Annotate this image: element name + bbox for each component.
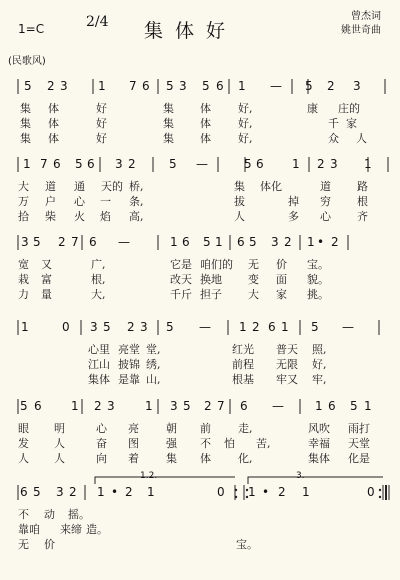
note: — [199, 320, 211, 334]
lyric: 庄的 [338, 102, 360, 115]
note: 1 [71, 399, 79, 413]
lyric: 人 [234, 210, 245, 223]
lyric: 体化 [260, 180, 282, 193]
lyric: 心 [74, 195, 85, 208]
note: 7 [40, 157, 48, 171]
time-signature: 2/4 [86, 14, 109, 30]
lyric: 拔 [234, 195, 245, 208]
style-marking: (民歌风) [8, 56, 46, 67]
note: 2 [58, 235, 66, 249]
note: • [317, 235, 325, 249]
note: 2 [327, 79, 335, 93]
note: 3 [56, 485, 64, 499]
lyric: 人 [54, 437, 65, 450]
note: 5 [169, 157, 177, 171]
note: 3 [170, 399, 178, 413]
lyric: 心 [96, 422, 107, 435]
lyric: 绣, [146, 358, 161, 371]
note: 1 [98, 79, 106, 93]
lyric: 好, [238, 132, 253, 145]
lyric: 化是 [348, 452, 370, 465]
note: 2 [125, 485, 133, 499]
note: 3 [115, 157, 123, 171]
note: 5 [202, 79, 210, 93]
note: 5 [75, 157, 83, 171]
note: • [111, 485, 119, 499]
note: 6 [20, 485, 28, 499]
lyric: 集 [163, 117, 174, 130]
lyric: 通 [74, 180, 85, 193]
lyric: 康 [307, 102, 318, 115]
lyric: 集体 [308, 452, 330, 465]
lyric: 集 [234, 180, 245, 193]
lyric: 人 [54, 452, 65, 465]
note: • [262, 485, 270, 499]
lyric: 路 [357, 180, 368, 193]
lyric: 担子 [200, 288, 222, 301]
note: 5 [244, 157, 252, 171]
lyric: 体 [200, 102, 211, 115]
volta-1-2-label: 1.2. [140, 471, 158, 481]
lyric: 人 [356, 132, 367, 145]
volta-3-label: 3. [296, 471, 305, 481]
lyric: 奋 [96, 437, 107, 450]
note: 6 [34, 399, 42, 413]
note: 1 [292, 157, 300, 171]
note: 6 [216, 79, 224, 93]
lyric: 心里 [88, 343, 110, 356]
note: 5 [33, 235, 41, 249]
note: 2 [69, 485, 77, 499]
lyric: 桥, [129, 180, 144, 193]
repeat-dot [379, 489, 381, 491]
lyric: 体 [48, 132, 59, 145]
lyric: 怕 [224, 437, 235, 450]
song-title: 集体好 [144, 20, 238, 42]
lyric: 披锦 [118, 358, 140, 371]
lyric: 户 [45, 195, 56, 208]
note: 3 [330, 157, 338, 171]
note: 1 [239, 320, 247, 334]
lyric: 好, [238, 102, 253, 115]
note: 6 [142, 79, 150, 93]
lyric: 宽 [18, 258, 29, 271]
lyric: 堂, [146, 343, 161, 356]
note: 7 [71, 235, 79, 249]
lyric: 貌。 [307, 273, 329, 286]
lyric: 发 [18, 437, 29, 450]
note: 2 [94, 399, 102, 413]
lyric: 雨打 [348, 422, 370, 435]
repeat-dot [246, 489, 248, 491]
note: 1 [315, 399, 323, 413]
lyric: 道 [320, 180, 331, 193]
lyric: 红光 [232, 343, 254, 356]
note: 5 [311, 320, 319, 334]
note: 7 [129, 79, 137, 93]
lyric: 好 [96, 132, 107, 145]
lyric: 道 [45, 180, 56, 193]
lyric: 亮堂 [118, 343, 140, 356]
note: 2 [47, 79, 55, 93]
lyric: 万 [18, 195, 29, 208]
lyric: 无 [18, 538, 29, 551]
lyric: 根 [357, 195, 368, 208]
note: 1 [145, 399, 153, 413]
lyric: 好 [96, 102, 107, 115]
note: 5 [33, 485, 41, 499]
note: 2 [278, 485, 286, 499]
note: 2 [317, 157, 325, 171]
lyric: 穷 [320, 195, 331, 208]
note: 2 [331, 235, 339, 249]
note: 1 [248, 485, 256, 499]
note: 1 [307, 235, 315, 249]
lyric: 天的 [101, 180, 123, 193]
lyric: 明 [54, 422, 65, 435]
note: 1 [364, 157, 372, 171]
lyric: 苦, [256, 437, 271, 450]
lyric: 集 [166, 452, 177, 465]
lyric: 栽 [18, 273, 29, 286]
lyric: 集 [20, 102, 31, 115]
lyric: 山, [146, 373, 161, 386]
note: 1 [23, 157, 31, 171]
lyric: 富 [41, 273, 52, 286]
lyric: 来缔 [60, 523, 82, 536]
lyric: 体 [200, 452, 211, 465]
lyric: 造。 [86, 523, 108, 536]
lyric: 江山 [88, 358, 110, 371]
lyricist-credit: 曾杰词 [351, 11, 381, 22]
note: 3 [140, 320, 148, 334]
lyric: 集 [20, 132, 31, 145]
lyric: 着 [128, 452, 139, 465]
note: 1 [281, 320, 289, 334]
lyric: 大 [18, 180, 29, 193]
note: 5 [166, 320, 174, 334]
note: 3 [90, 320, 98, 334]
note: 5 [24, 79, 32, 93]
note: 3 [179, 79, 187, 93]
note: 6 [240, 399, 248, 413]
note: 6 [182, 235, 190, 249]
lyric: 家 [346, 117, 357, 130]
lyric: 变 [248, 273, 259, 286]
lyric: 普天 [276, 343, 298, 356]
lyric: 根基 [232, 373, 254, 386]
lyric: 体 [48, 102, 59, 115]
lyric: 多 [288, 210, 299, 223]
lyric: 柴 [45, 210, 56, 223]
lyric: 心 [320, 210, 331, 223]
lyric: 广, [91, 258, 106, 271]
lyric: 无限 [276, 358, 298, 371]
repeat-dot [235, 489, 237, 491]
note: — [118, 235, 130, 249]
key-signature: 1=C [18, 22, 45, 36]
note: — [272, 399, 284, 413]
lyric: 亮 [128, 422, 139, 435]
note: — [270, 79, 282, 93]
note: 6 [268, 320, 276, 334]
lyric: 眼 [18, 422, 29, 435]
note: 2 [127, 320, 135, 334]
note: 5 [203, 235, 211, 249]
lyric: 是靠 [118, 373, 140, 386]
lyric: 家 [276, 288, 287, 301]
lyric: 无 [248, 258, 259, 271]
repeat-dot [246, 496, 248, 498]
lyric: 好, [312, 358, 327, 371]
lyric: 一 [100, 195, 111, 208]
lyric: 拾 [18, 210, 29, 223]
lyric: 牢又 [276, 373, 298, 386]
lyric: 强 [166, 437, 177, 450]
note: 5 [350, 399, 358, 413]
repeat-dot [379, 496, 381, 498]
lyric: 化, [238, 452, 253, 465]
lyric: 换地 [200, 273, 222, 286]
note: 3 [107, 399, 115, 413]
note: 1 [215, 235, 223, 249]
lyric: 靠咱 [18, 523, 40, 536]
note: 6 [328, 399, 336, 413]
lyric: 掉 [288, 195, 299, 208]
note: 3 [21, 235, 29, 249]
note: — [342, 320, 354, 334]
lyric: 力 [18, 288, 29, 301]
note: 1 [147, 485, 155, 499]
lyric: 宝。 [307, 258, 329, 271]
lyric: 火 [74, 210, 85, 223]
lyric: 焰 [100, 210, 111, 223]
lyric: 集 [163, 102, 174, 115]
lyric: 前 [200, 422, 211, 435]
note: 5 [103, 320, 111, 334]
lyric: 幸福 [308, 437, 330, 450]
lyric: 改天 [170, 273, 192, 286]
lyric: 价 [276, 258, 287, 271]
note: 1 [170, 235, 178, 249]
lyric: 好 [96, 117, 107, 130]
note: 1 [21, 320, 29, 334]
note: 1 [238, 79, 246, 93]
lyric: 不 [200, 437, 211, 450]
lyric: 集 [163, 132, 174, 145]
note: 2 [128, 157, 136, 171]
note: 6 [237, 235, 245, 249]
lyric: 众 [328, 132, 339, 145]
repeat-dot [235, 496, 237, 498]
lyric: 又 [41, 258, 52, 271]
lyric: 天堂 [348, 437, 370, 450]
note: 0 [217, 485, 225, 499]
lyric: 齐 [357, 210, 368, 223]
note: 1 [97, 485, 105, 499]
note: 7 [217, 399, 225, 413]
lyric: 好, [238, 117, 253, 130]
note: 6 [89, 235, 97, 249]
note: 1 [364, 399, 372, 413]
lyric: 向 [96, 452, 107, 465]
lyric: 朝 [166, 422, 177, 435]
lyric: 条, [129, 195, 144, 208]
note: 3 [353, 79, 361, 93]
lyric: 走, [238, 422, 253, 435]
lyric: 摇。 [68, 508, 90, 521]
note: 6 [87, 157, 95, 171]
note: 0 [62, 320, 70, 334]
lyric: 大 [248, 288, 259, 301]
note: 5 [249, 235, 257, 249]
note: 5 [305, 79, 313, 93]
note: 0 [367, 485, 375, 499]
note: 3 [60, 79, 68, 93]
note: 2 [204, 399, 212, 413]
note: 2 [284, 235, 292, 249]
lyric: 人 [18, 452, 29, 465]
lyric: 不 [18, 508, 29, 521]
note: 2 [252, 320, 260, 334]
lyric: 体 [200, 117, 211, 130]
lyric: 面 [276, 273, 287, 286]
lyric: 集 [20, 117, 31, 130]
lyric: 根, [91, 273, 106, 286]
lyric: 牢, [312, 373, 327, 386]
note: 5 [20, 399, 28, 413]
lyric: 体 [48, 117, 59, 130]
note: 6 [256, 157, 264, 171]
lyric: 高, [129, 210, 144, 223]
lyric: 千斤 [170, 288, 192, 301]
note: 6 [53, 157, 61, 171]
lyric: 挑。 [307, 288, 329, 301]
lyric: 大, [91, 288, 106, 301]
lyric: 价 [44, 538, 55, 551]
lyric: 体 [200, 132, 211, 145]
note: 3 [271, 235, 279, 249]
lyric: 咱们的 [200, 258, 233, 271]
volta-3-bracket [248, 477, 383, 484]
lyric: 图 [128, 437, 139, 450]
lyric: 它是 [170, 258, 192, 271]
note: — [196, 157, 208, 171]
lyric: 量 [41, 288, 52, 301]
lyric: 照, [312, 343, 327, 356]
lyric: 集体 [88, 373, 110, 386]
volta-1-2-bracket [95, 477, 235, 484]
lyric: 动 [44, 508, 55, 521]
composer-credit: 姚世奇曲 [341, 25, 381, 36]
note: 5 [183, 399, 191, 413]
note: 1 [302, 485, 310, 499]
lyric: 风吹 [308, 422, 330, 435]
lyric: 前程 [232, 358, 254, 371]
lyric: 宝。 [236, 538, 258, 551]
note: 5 [166, 79, 174, 93]
lyric: 千 [328, 117, 339, 130]
